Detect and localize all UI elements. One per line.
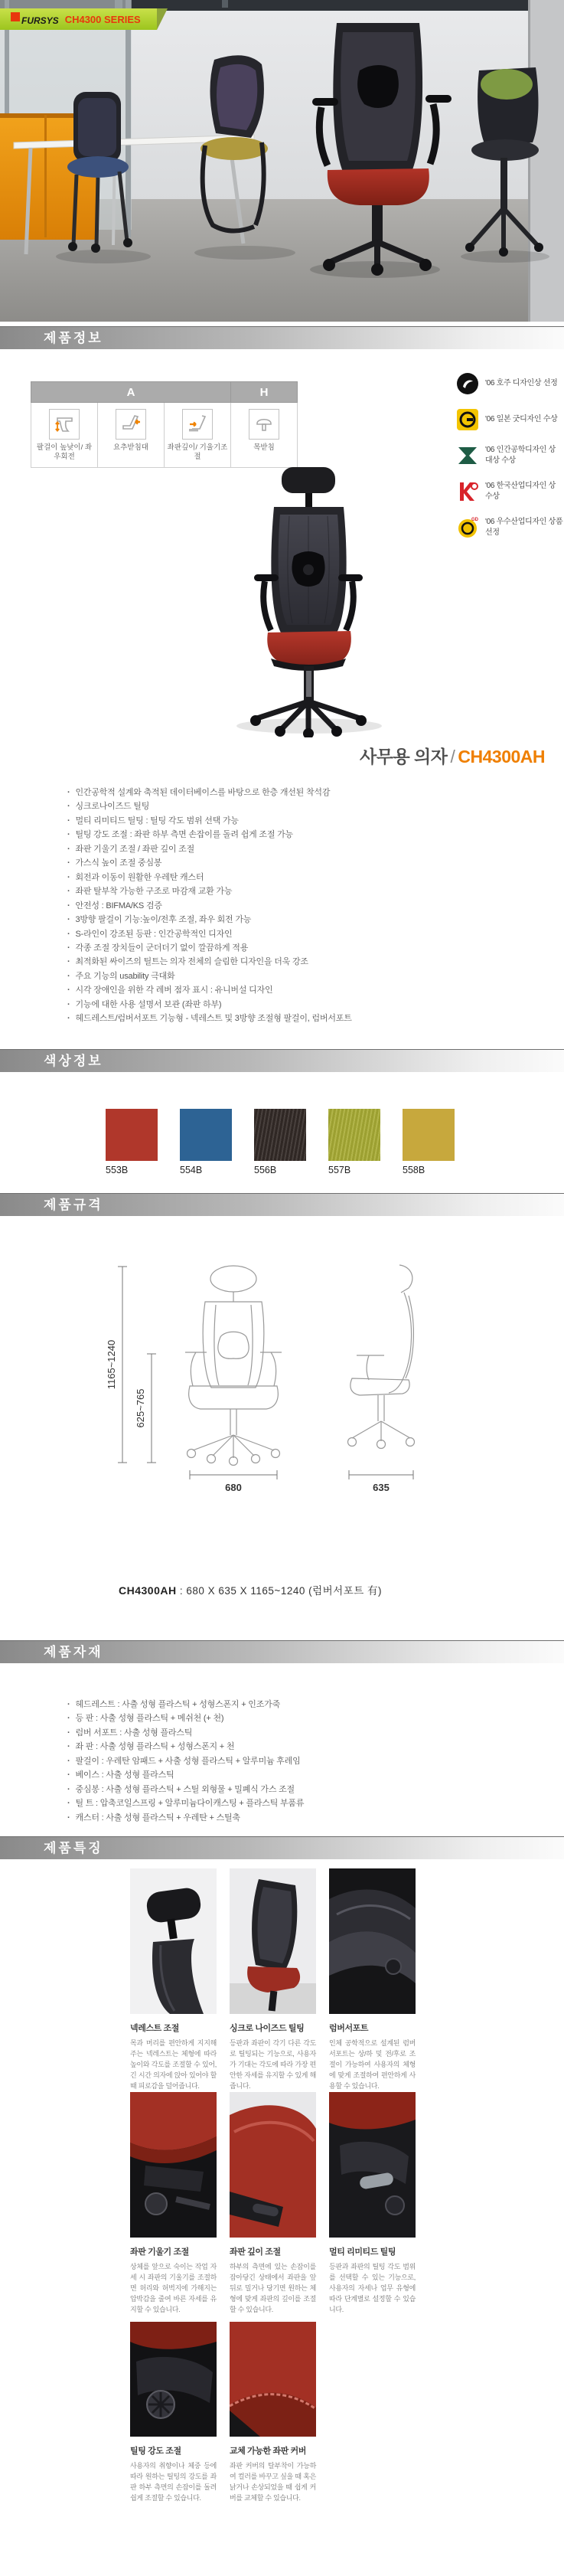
section-title: 제품자재 [44, 1645, 103, 1659]
dimension-seat-height: 625~765 [135, 1388, 146, 1428]
list-item: · 싱크로나이즈드 틸팅 [67, 799, 546, 813]
feature-block-tilt-tension [130, 2322, 217, 2503]
fabric-sample [328, 1109, 380, 1161]
feature-title: 넥레스트 조절 [130, 2024, 180, 2033]
feature-photo-seat-tilt [130, 2092, 217, 2238]
fabric-sample [106, 1109, 158, 1161]
hero-photo [0, 0, 564, 322]
feature-block-neckrest [130, 1868, 217, 2091]
section-header-color-info [0, 1049, 564, 1072]
svg-text:GD: GD [471, 518, 478, 522]
list-item: · 등 판 : 사출 성형 플라스틱 + 메쉬천 (+ 천) [67, 1711, 546, 1725]
color-swatch [254, 1109, 306, 1175]
color-swatch-list [106, 1109, 477, 1175]
brand-name: FURSYS [21, 15, 59, 26]
list-item: · 시각 장애인을 위한 각 레버 점자 표시 : 유니버설 디자인 [67, 983, 546, 997]
list-item: · 멀티 리미티드 틸팅 : 틸팅 각도 범위 선택 가능 [67, 814, 546, 828]
feature-description: 하부의 측면에 있는 손잡이를 잡아당긴 상태에서 좌판을 앞뒤로 밀거나 당기면 원하는 체형에 맞게 좌판의 깊이를 조절할 수 있습니다. [230, 2263, 316, 2313]
color-code: 557B [328, 1165, 351, 1175]
list-item: · 최적화된 싸이즈의 틸트는 의자 전체의 슬림한 디자인을 더욱 강조 [67, 955, 546, 969]
japan-good-design-icon [456, 408, 479, 431]
product-feature-list [67, 786, 546, 1026]
ergonomic-design-award-icon [456, 444, 479, 467]
product-photo [220, 466, 396, 737]
office-scene-illustration [0, 0, 564, 322]
headrest-icon [249, 409, 279, 440]
color-swatch [180, 1109, 232, 1175]
list-item: · 중심봉 : 사출 성형 플라스틱 + 스틸 외형물 + 밀폐식 가스 조절 [67, 1783, 546, 1796]
feature-row [130, 2322, 429, 2503]
list-item: · 팔걸이 : 우레탄 암패드 + 사출 성형 플라스틱 + 알루미늄 후레임 [67, 1754, 546, 1768]
dimension-depth: 635 [373, 1482, 390, 1493]
feature-row [130, 2092, 429, 2315]
feature-title: 싱크로 나이즈드 틸팅 [230, 2024, 305, 2033]
list-item: · 헤드레스트 : 사출 성형 플라스틱 + 성형스폰지 + 인조가죽 [67, 1698, 546, 1711]
dimension-width: 680 [225, 1482, 242, 1493]
feature-description: 상체를 앞으로 숙이는 작업 자세 시 좌판의 기울기를 조절하면 허리와 허벅지에 가해지는 압박감을 줄여 바른 자세를 유지할 수 있습니다. [130, 2263, 217, 2313]
feature-description: 등판과 좌판의 틸팅 각도 범위를 선택할 수 있는 기능으로, 사용자의 자세나 업무 유형에 따라 단계별로 설정할 수 있습니다. [329, 2263, 416, 2313]
section-title: 제품규격 [44, 1198, 103, 1212]
feature-photo-multi-limited-tilting [329, 2092, 416, 2238]
list-item: · 3방향 팔걸이 기능:높이/전후 조절, 좌우 회전 가능 [67, 913, 546, 927]
feature-row [130, 1868, 429, 2091]
list-item: · 각종 조절 장치들이 군더더기 없이 깔끔하게 적용 [67, 941, 546, 955]
feature-block-synchro-tilting [230, 1868, 316, 2091]
title-separator: / [450, 747, 455, 767]
color-code: 558B [403, 1165, 425, 1175]
list-item: · 주요 기능의 usability 극대화 [67, 969, 546, 983]
list-item: · 회전과 이동이 원활한 우레탄 캐스터 [67, 871, 546, 884]
seat-depth-tilt-icon [182, 409, 213, 440]
spec-model: CH4300AH [119, 1584, 177, 1597]
color-code: 553B [106, 1165, 129, 1175]
list-item: · 가스식 높이 조절 중심봉 [67, 856, 546, 870]
feature-description: 인체 공학적으로 설계된 럼버서포트는 상/하 및 전/후로 조절이 가능하여 사용자의 체형에 맞게 조절하여 편안하게 사용할 수 있습니다. [329, 2039, 416, 2090]
color-code: 556B [254, 1165, 277, 1175]
list-item: · 틸팅 강도 조절 : 좌판 하부 측면 손잡이를 돌려 쉽게 조절 가능 [67, 828, 546, 842]
color-code: 554B [180, 1165, 203, 1175]
list-item: · 헤드레스트/럼버서포트 기능형 - 넥레스트 및 3방향 조절형 팔걸이, 럼버서포트 [67, 1012, 546, 1025]
award-item: GD '06 우수산업디자인 상품 선정 [456, 516, 564, 539]
korea-industrial-design-icon [456, 480, 479, 503]
feature-description: 등판과 좌판이 각기 다른 각도로 틸팅되는 기능으로, 사용자가 기대는 각도에 따라 가장 편안한 자세를 유지할 수 있게 해줍니다. [230, 2039, 316, 2090]
section-title: 색상정보 [44, 1054, 103, 1068]
function-cell-headrest: 목받침 [231, 403, 298, 468]
list-item: · 안전성 : BIFMA/KS 검증 [67, 899, 546, 913]
feature-spacer [329, 2322, 416, 2503]
function-column-a: A [31, 382, 231, 403]
list-item: · S-라인이 강조된 등판 : 인간공학적인 디자인 [67, 927, 546, 941]
australia-design-award-icon [456, 372, 479, 395]
feature-description: 사용자의 취향이나 체중 등에 따라 원하는 틸팅의 강도를 좌판 하부 측면의 손잡이를 돌려 쉽게 조절할 수 있습니다. [130, 2462, 217, 2502]
section-title: 제품특징 [44, 1841, 103, 1855]
feature-title: 좌판 기울기 조절 [130, 2247, 189, 2257]
material-list [67, 1698, 546, 1825]
feature-block-seat-tilt [130, 2092, 217, 2315]
function-cell-seat-depth: 좌판깊이/ 기울기조절 [165, 403, 231, 468]
feature-title: 틸팅 강도 조절 [130, 2447, 181, 2456]
feature-photo-seat-cover [230, 2322, 316, 2437]
feature-photo-seat-depth [230, 2092, 316, 2238]
fabric-sample [254, 1109, 306, 1161]
dimension-diagram [99, 1257, 467, 1522]
feature-photo-synchro-tilting [230, 1868, 316, 2014]
feature-title: 교체 가능한 좌판 커버 [230, 2447, 307, 2456]
color-swatch [106, 1109, 158, 1175]
list-item: · 좌판 탈부착 가능한 구조로 마감재 교환 가능 [67, 884, 546, 898]
feature-title: 럼버서포트 [329, 2024, 369, 2033]
section-header-features [0, 1836, 564, 1859]
series-banner [0, 8, 157, 30]
function-cell-lumbar: 요추받침대 [98, 403, 165, 468]
list-item: · 좌 판 : 사출 성형 플라스틱 + 성형스폰지 + 천 [67, 1740, 546, 1754]
section-header-materials [0, 1640, 564, 1663]
award-item: '06 인간공학디자인 상 대상 수상 [456, 444, 564, 467]
feature-photo-lumbar-support [329, 1868, 416, 2014]
product-model: CH4300AH [458, 747, 545, 767]
fabric-sample [180, 1109, 232, 1161]
list-item: · 좌판 기울기 조절 / 좌판 깊이 조절 [67, 842, 546, 856]
good-industrial-design-icon [456, 516, 479, 539]
fursys-logo-icon [11, 12, 20, 21]
color-swatch [403, 1109, 455, 1175]
list-item: · 기능에 대한 사용 설명서 보관 (좌판 하부) [67, 998, 546, 1012]
feature-block-seat-cover [230, 2322, 316, 2503]
feature-title: 멀티 리미티드 틸팅 [329, 2247, 396, 2257]
fabric-sample [403, 1109, 455, 1161]
function-cell-armrest: 팔걸이 높낮이/ 좌우회전 [31, 403, 98, 468]
list-item: · 인간공학적 설계와 축적된 데이터베이스를 바탕으로 한층 개선된 착석감 [67, 786, 546, 799]
section-title: 제품정보 [44, 331, 103, 345]
list-item: · 럼버 서포트 : 사출 성형 플라스틱 [67, 1726, 546, 1740]
awards-list [456, 372, 564, 552]
feature-description: 좌판 커버의 탈부착이 가능하여 컬러를 바꾸고 싶을 때 혹은 낡거나 손상되었을 때 쉽게 커버를 교체할 수 있습니다. [230, 2462, 316, 2502]
lumbar-support-icon [116, 409, 146, 440]
function-column-h: H [231, 382, 298, 403]
product-category: 사무용 의자 [360, 747, 448, 767]
section-header-spec [0, 1193, 564, 1216]
award-item: '06 일본 굿디자인 수상 [456, 408, 564, 431]
feature-photo-neckrest [130, 1868, 217, 2014]
spec-summary [119, 1582, 382, 1597]
list-item: · 캐스터 : 사출 성형 플라스틱 + 우레탄 + 스틸축 [67, 1811, 546, 1825]
armrest-height-swivel-icon [49, 409, 80, 440]
feature-block-seat-depth [230, 2092, 316, 2315]
function-table [31, 381, 298, 468]
feature-description: 목과 머리를 편안하게 지지해주는 넥레스트는 체형에 따라 높이와 각도를 조절할 수 있어, 긴 시간 의자에 앉아 있어야 할 때 피로감을 덜어줍니다. [130, 2039, 217, 2090]
product-title [360, 743, 545, 768]
list-item: · 틸 트 : 압축코일스프링 + 알루미늄다이캐스팅 + 플라스틱 부품류 [67, 1796, 546, 1810]
feature-title: 좌판 깊이 조절 [230, 2247, 281, 2257]
award-item: '06 호주 디자인상 선정 [456, 372, 564, 395]
feature-block-lumbar-support [329, 1868, 416, 2091]
feature-photo-tilt-tension [130, 2322, 217, 2437]
color-swatch [328, 1109, 380, 1175]
spec-dimensions: : 680 X 635 X 1165~1240 (럼버서포트 有) [176, 1585, 383, 1597]
feature-block-multi-limited-tilting [329, 2092, 416, 2315]
dimension-height-total: 1165~1240 [106, 1339, 117, 1390]
section-header-product-info [0, 326, 564, 349]
list-item: · 베이스 : 사출 성형 플라스틱 [67, 1768, 546, 1782]
award-item: '06 한국산업디자인 상 수상 [456, 480, 564, 503]
series-name: CH4300 SERIES [64, 13, 141, 25]
